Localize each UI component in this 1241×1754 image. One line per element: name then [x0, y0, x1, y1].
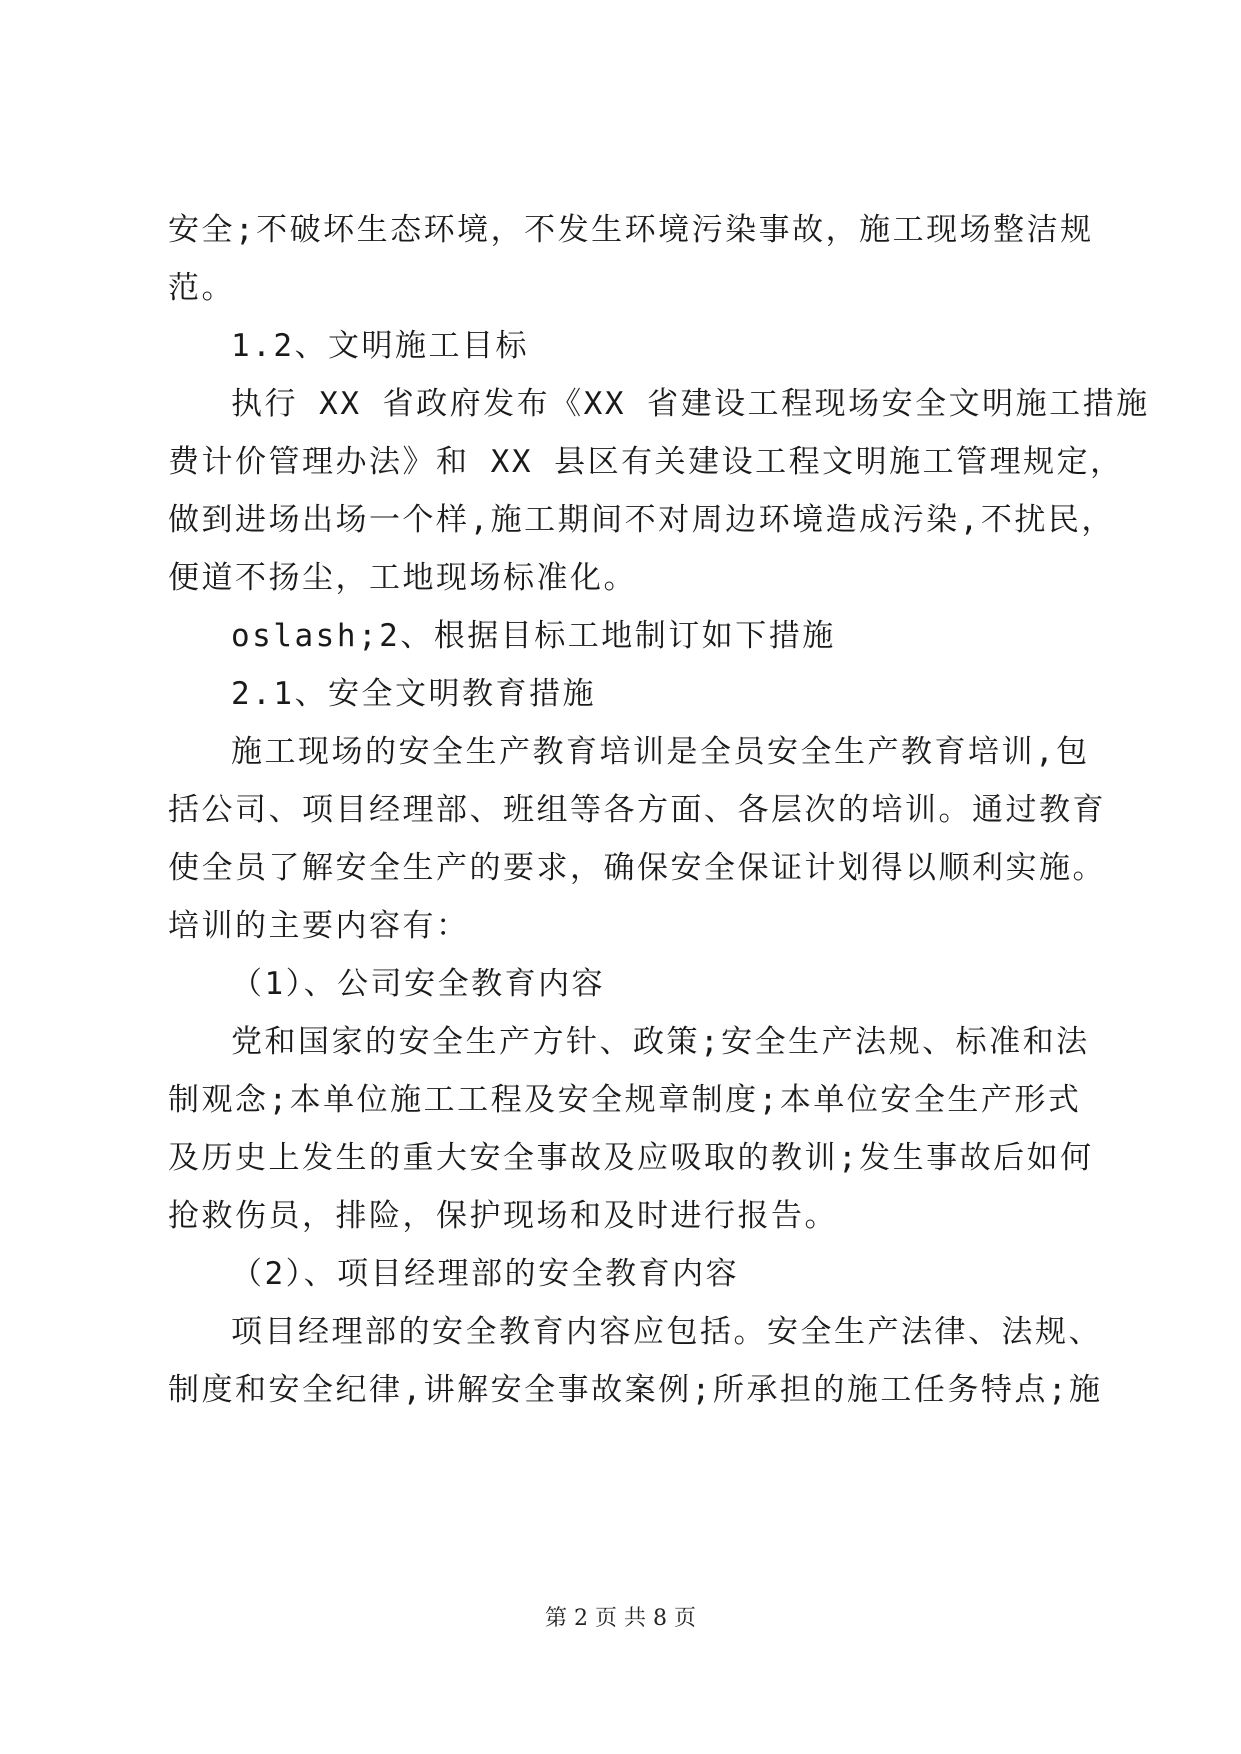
text-line: 培训的主要内容有：	[168, 908, 470, 944]
section-heading: （1）、公司安全教育内容	[231, 966, 606, 1002]
text-line: 范。	[168, 270, 235, 306]
text-line: 施工现场的安全生产教育培训是全员安全生产教育培训,包	[231, 734, 1090, 770]
text-line: 安全;不破坏生态环境，不发生环境污染事故，施工现场整洁规	[168, 212, 1094, 248]
page-number: 第 2 页 共 8 页	[545, 1606, 696, 1631]
text-line: 党和国家的安全生产方针、政策;安全生产法规、标准和法	[231, 1024, 1090, 1060]
section-heading: oslash;2、根据目标工地制订如下措施	[231, 618, 836, 654]
section-heading: （2）、项目经理部的安全教育内容	[231, 1256, 740, 1292]
section-heading: 1.2、文明施工目标	[231, 328, 529, 364]
text-line: 括公司、项目经理部、班组等各方面、各层次的培训。通过教育	[168, 792, 1106, 828]
section-heading: 2.1、安全文明教育措施	[231, 676, 596, 712]
text-line: 抢救伤员，排险，保护现场和及时进行报告。	[168, 1198, 838, 1234]
text-line: 制度和安全纪律,讲解安全事故案例;所承担的施工任务特点;施	[168, 1372, 1103, 1408]
text-line: 及历史上发生的重大安全事故及应吸取的教训;发生事故后如何	[168, 1140, 1094, 1176]
text-line: 执行 XX 省政府发布《XX 省建设工程现场安全文明施工措施	[231, 386, 1150, 422]
text-line: 使全员了解安全生产的要求，确保安全保证计划得以顺利实施。	[168, 850, 1106, 886]
text-line: 做到进场出场一个样,施工期间不对周边环境造成污染,不扰民，	[168, 502, 1115, 538]
text-line: 制观念;本单位施工工程及安全规章制度;本单位安全生产形式	[168, 1082, 1082, 1118]
text-line: 项目经理部的安全教育内容应包括。安全生产法律、法规、	[231, 1314, 1102, 1350]
text-line: 费计价管理办法》和 XX 县区有关建设工程文明施工管理规定，	[168, 444, 1124, 480]
text-line: 便道不扬尘，工地现场标准化。	[168, 560, 637, 596]
